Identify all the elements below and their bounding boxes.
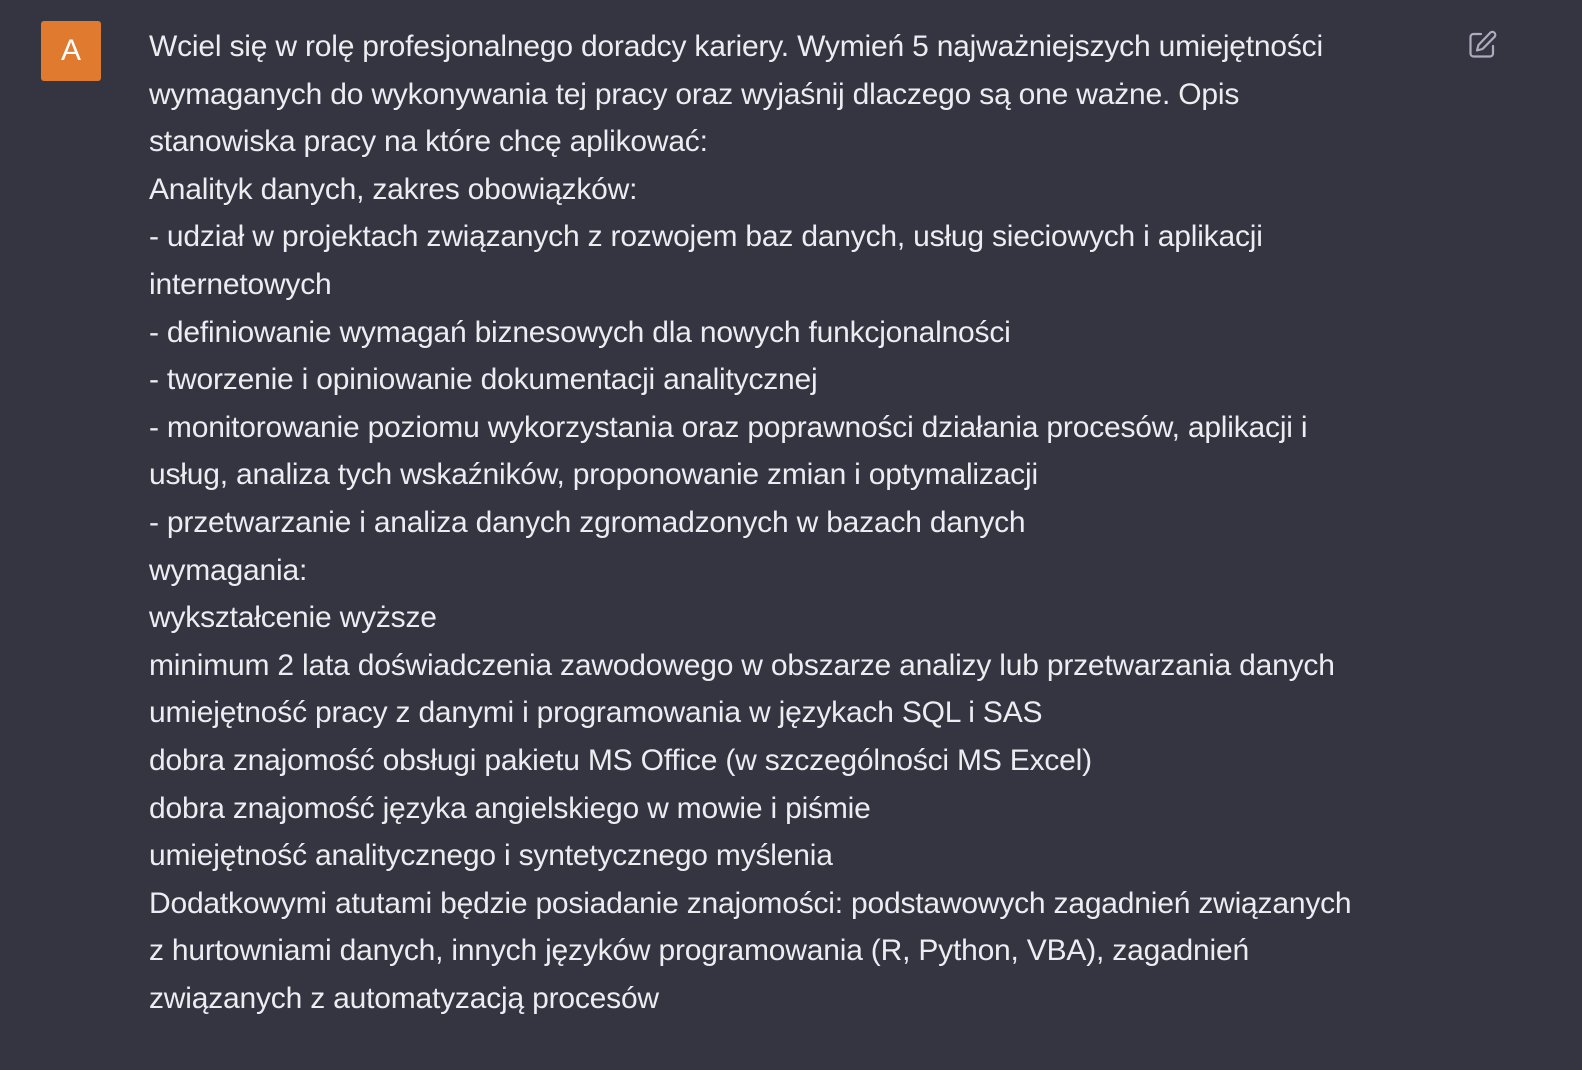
edit-icon [1465,28,1499,62]
user-message-text [149,23,1449,1022]
message-line: Wciel się w rolę profesjonalnego doradcy kariery. Wymień 5 najważniejszych umiejętności [149,30,1323,63]
message-line: internetowych [149,267,332,301]
message-line: stanowiska pracy na które chcę aplikować: [149,125,708,159]
message-line: związanych z automatyzacją procesów [149,981,659,1015]
message-line: usług, analiza tych wskaźników, proponowanie zmian i optymalizacji [149,458,1038,492]
message-line: - monitorowanie poziomu wykorzystania oraz poprawności działania procesów, aplikacji i [149,410,1308,444]
message-line: wykształcenie wyższe [149,601,437,635]
message-line: dobra znajomość języka angielskiego w mowie i piśmie [149,791,871,825]
message-line: - przetwarzanie i analiza danych zgromadzonych w bazach danych [149,505,1026,539]
message-line: wymagania: [149,553,308,587]
edit-message-button[interactable] [1465,28,1499,62]
message-line: wymaganych do wykonywania tej pracy oraz wyjaśnij dlaczego są one ważne. Opis [149,77,1240,111]
message-line: z hurtowniami danych, innych języków programowania (R, Python, VBA), zagadnień [149,934,1249,968]
message-line: umiejętność analitycznego i syntetycznego myślenia [149,839,833,873]
message-line: umiejętność pracy z danymi i programowania w językach SQL i SAS [149,696,1043,730]
message-line: dobra znajomość obsługi pakietu MS Office (w szczególności MS Excel) [149,743,1092,777]
message-line: minimum 2 lata doświadczenia zawodowego w obszarze analizy lub przetwarzania danych [149,648,1335,682]
user-avatar: A [41,21,101,81]
message-line: - definiowanie wymagań biznesowych dla nowych funkcjonalności [149,315,1011,349]
message-line: Analityk danych, zakres obowiązków: [149,172,638,206]
message-line: Dodatkowymi atutami będzie posiadanie znajomości: podstawowych zagadnień związanych [149,886,1352,920]
message-line: - udział w projektach związanych z rozwojem baz danych, usług sieciowych i aplikacji [149,220,1263,254]
message-line: - tworzenie i opiniowanie dokumentacji analitycznej [149,363,818,397]
